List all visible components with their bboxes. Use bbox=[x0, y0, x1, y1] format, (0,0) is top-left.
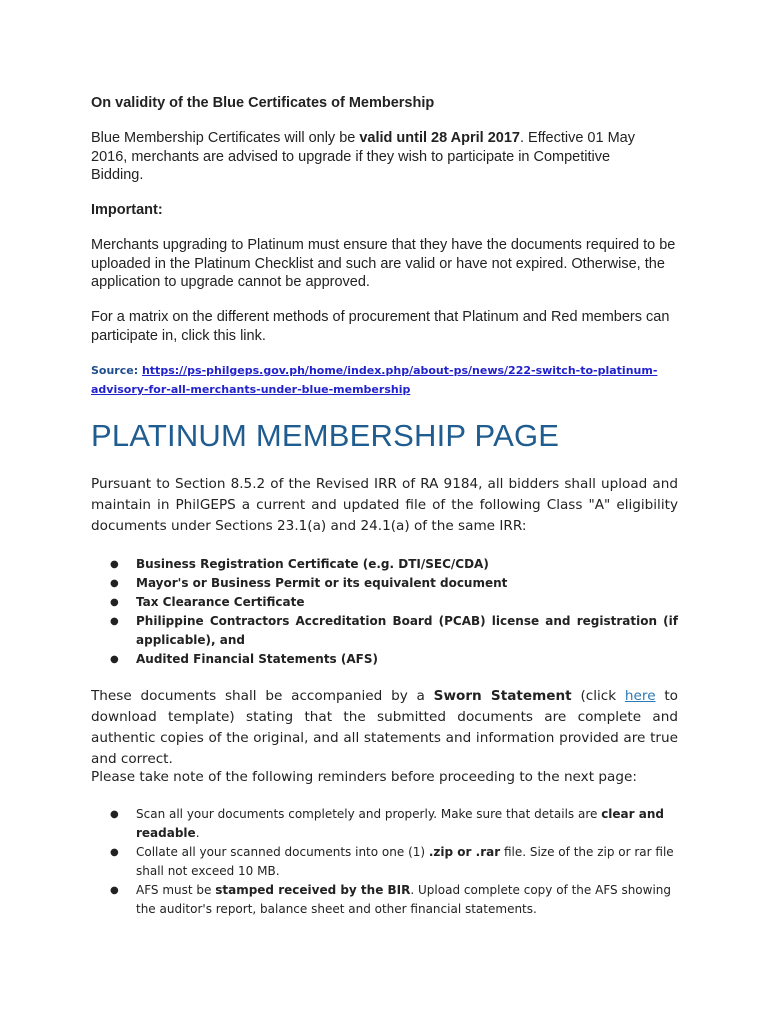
list-item: ● Mayor's or Business Permit or its equivalent document bbox=[136, 574, 678, 593]
bullet-icon: ● bbox=[110, 559, 119, 570]
source-link[interactable]: https://ps-philgeps.gov.ph/home/index.php/about-ps/news/222-switch-to-platinum-advisory-for-all-merchants-under-blue-membership bbox=[91, 364, 658, 396]
documents-list bbox=[91, 555, 678, 669]
download-template-link[interactable]: here bbox=[624, 688, 656, 704]
list-item: ● Tax Clearance Certificate bbox=[136, 593, 678, 612]
page-heading: PLATINUM MEMBERSHIP PAGE bbox=[91, 418, 560, 453]
notice-title: On validity of the Blue Certificates of Membership bbox=[91, 95, 435, 111]
intro-paragraph: Pursuant to Section 8.5.2 of the Revised IRR of RA 9184, all bidders shall upload and maintain in PhilGEPS a current and updated file of the following Class "A" eligibility documents under Sections 23.1(a) and 24.1(a) of the same IRR: bbox=[91, 476, 678, 534]
notice-paragraph-matrix: For a matrix on the different methods of procurement that Platinum and Red members can participate in, click this link. bbox=[91, 309, 670, 344]
bullet-icon: ● bbox=[110, 616, 119, 627]
source-label: Source: bbox=[91, 364, 139, 377]
bullet-icon: ● bbox=[110, 597, 119, 608]
bullet-icon: ● bbox=[110, 578, 119, 589]
list-item: ● Scan all your documents completely and properly. Make sure that details are clear and readable. bbox=[110, 807, 664, 840]
bullet-icon: ● bbox=[110, 885, 119, 896]
list-item: ● Business Registration Certificate (e.g. DTI/SEC/CDA) bbox=[136, 555, 678, 574]
source-line bbox=[91, 361, 681, 399]
list-item: ● Audited Financial Statements (AFS) bbox=[136, 650, 678, 669]
list-item: ● Collate all your scanned documents into one (1) .zip or .rar file. Size of the zip or rar file shall not exceed 10 MB. bbox=[110, 845, 674, 878]
bullet-icon: ● bbox=[110, 847, 119, 858]
notice-paragraph-validity: Blue Membership Certificates will only be valid until 28 April 2017. Effective 01 May 2016, merchants are advised to upgrade if they wish to participate in Competitive Bidding. bbox=[91, 130, 635, 183]
reminders-intro: Please take note of the following reminders before proceeding to the next page: bbox=[91, 769, 637, 785]
bullet-icon: ● bbox=[110, 809, 119, 820]
reminders-list bbox=[91, 805, 678, 919]
notice-paragraph-checklist: Merchants upgrading to Platinum must ensure that they have the documents required to be uploaded in the Platinum Checklist and such are valid or have not expired. Otherwise, the application to upgrade cannot be approved. bbox=[91, 237, 676, 290]
sworn-statement-paragraph: These documents shall be accompanied by a Sworn Statement (click here to download template) stating that the submitted documents are complete and authentic copies of the original, and all statements and information provided are true and correct. bbox=[91, 688, 678, 767]
list-item: ● AFS must be stamped received by the BIR. Upload complete copy of the AFS showing the auditor's report, balance sheet and other financial statements. bbox=[110, 883, 672, 916]
bullet-icon: ● bbox=[110, 654, 119, 665]
list-item: ● Philippine Contractors Accreditation Board (PCAB) license and registration (if applicable), and bbox=[110, 614, 678, 647]
important-label: Important: bbox=[91, 202, 163, 218]
